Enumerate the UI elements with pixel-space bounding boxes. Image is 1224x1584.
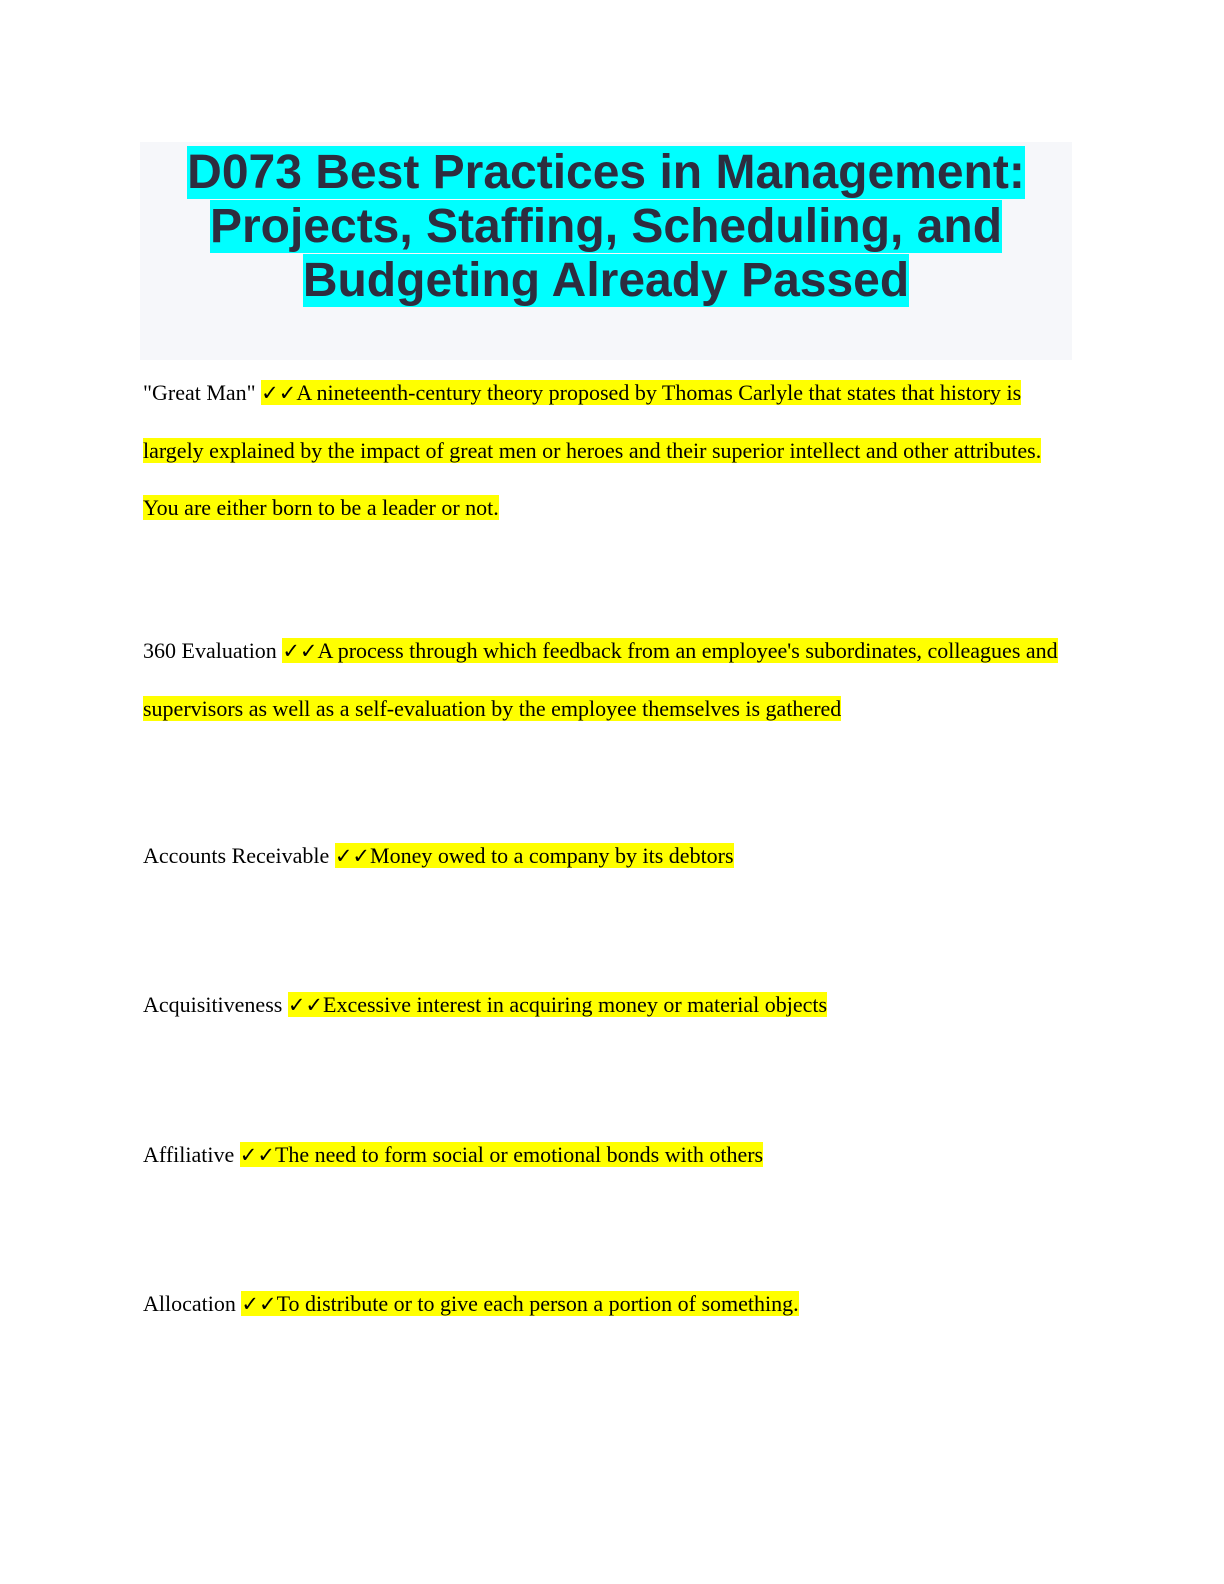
term: Affiliative <box>143 1142 235 1167</box>
glossary-entry-accounts-receivable <box>143 827 1073 885</box>
term: Accounts Receivable <box>143 843 330 868</box>
term: Acquisitiveness <box>143 992 283 1017</box>
double-check-icon: ✓✓ <box>261 381 297 405</box>
glossary-entry-affiliative <box>143 1126 1073 1184</box>
definition-text: A nineteenth-century theory proposed by Thomas Carlyle that states that history is largely explained by the impact of great men or heroes and their superior intellect and other attributes. You are either born to be a leader or not. <box>143 380 1042 520</box>
double-check-icon: ✓✓ <box>282 639 318 663</box>
title-line-3: Budgeting Already Passed <box>302 254 910 307</box>
definition-text: The need to form social or emotional bonds with others <box>274 1142 764 1167</box>
glossary-entry-acquisitiveness <box>143 976 1073 1034</box>
definition-text: Excessive interest in acquiring money or material objects <box>323 992 828 1017</box>
definition <box>335 843 734 868</box>
definition-text: Money owed to a company by its debtors <box>370 843 734 868</box>
definition <box>288 992 827 1017</box>
double-check-icon: ✓✓ <box>334 844 371 868</box>
double-check-icon: ✓✓ <box>241 1292 277 1316</box>
double-check-icon: ✓✓ <box>239 1143 275 1167</box>
title-banner <box>140 142 1072 360</box>
title-line-1: D073 Best Practices in Management: <box>187 146 1025 199</box>
glossary-entry-360-evaluation <box>143 622 1073 737</box>
glossary-entry-allocation <box>143 1275 1073 1333</box>
definition-text: To distribute or to give each person a portion of something. <box>276 1291 799 1316</box>
term: "Great Man" <box>143 380 256 405</box>
definition <box>241 1291 798 1316</box>
definition <box>143 638 1058 721</box>
definition <box>240 1142 763 1167</box>
glossary-entry-great-man <box>143 364 1073 536</box>
document-title <box>140 142 1072 308</box>
definition-text: A process through which feedback from an employee's subordinates, colleagues and supervisors as well as a self-evaluation by the employee themselves is gathered <box>143 638 1058 721</box>
definition <box>143 380 1041 520</box>
double-check-icon: ✓✓ <box>287 993 324 1017</box>
term: Allocation <box>143 1291 236 1316</box>
term: 360 Evaluation <box>143 638 277 663</box>
title-line-2: Projects, Staffing, Scheduling, and <box>209 200 1003 253</box>
